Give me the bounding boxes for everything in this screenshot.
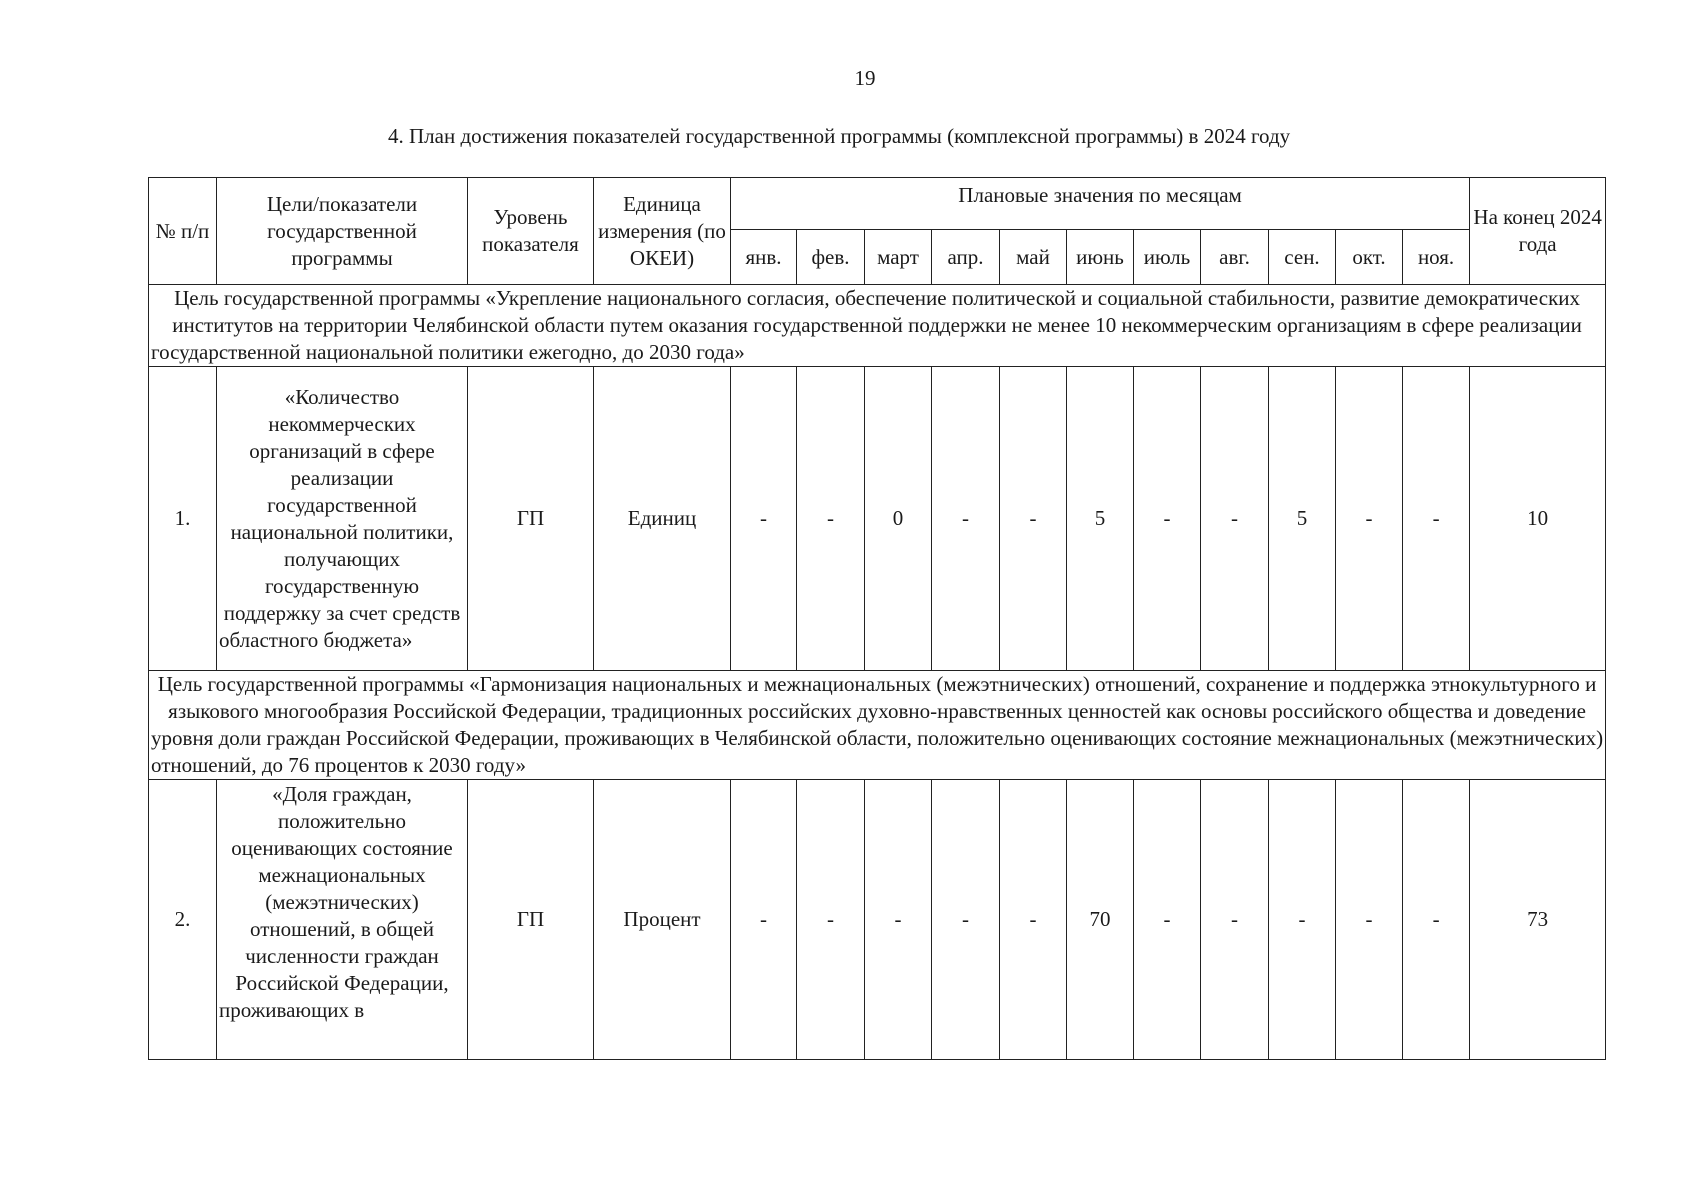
month-header: фев. [797,230,865,285]
month-value: - [932,780,1000,1060]
month-header: авг. [1201,230,1269,285]
goal-row [149,285,1606,367]
row-number: 2. [149,780,217,1060]
month-value: - [1000,367,1067,671]
month-header: сен. [1269,230,1336,285]
row-number: 1. [149,367,217,671]
month-value: - [1336,780,1403,1060]
col-header-goals: Цели/показатели государственной программы [217,178,468,285]
month-value: 5 [1269,367,1336,671]
month-value: - [797,780,865,1060]
month-value: - [1403,367,1470,671]
col-header-level: Уровень показателя [468,178,594,285]
month-value: - [1000,780,1067,1060]
month-value: - [797,367,865,671]
month-value: - [1201,780,1269,1060]
month-value: 70 [1067,780,1134,1060]
indicator-name: «Доля граждан, положительно оценивающих состояние межнациональных (межэтнических) отношений, в общей численности граждан Российской Федерации, проживающих в [219,781,453,1022]
indicators-plan-table [148,177,1606,1060]
page-number: 19 [854,66,876,90]
col-header-monthly-plan: Плановые значения по месяцам [731,178,1470,230]
month-value: - [731,780,797,1060]
month-value: - [1201,367,1269,671]
month-header: июль [1134,230,1201,285]
indicator-name: «Количество некоммерческих организаций в сфере реализации государственной национальной политики, получающих государственную поддержку за счет средств областного бюджета» [217,367,468,671]
year-end-value: 73 [1470,780,1606,1060]
month-value: - [1134,780,1201,1060]
indicator-level: ГП [468,780,594,1060]
indicator-unit: Единиц [594,367,731,671]
month-header: апр. [932,230,1000,285]
month-header: ноя. [1403,230,1470,285]
goal-text: Цель государственной программы «Укрепление национального согласия, обеспечение политической и социальной стабильности, развитие демократических институтов на территории Челябинской области путем оказания государственной поддержки не менее 10 некоммерческим организациям в сфере реализации государственной национальной политики ежегодно, до 2030 года» [149,285,1606,367]
indicator-name-cell [217,780,468,1060]
month-value: - [865,780,932,1060]
goal-row [149,671,1606,780]
indicator-level: ГП [468,367,594,671]
month-value: - [731,367,797,671]
month-value: - [1134,367,1201,671]
month-value: 5 [1067,367,1134,671]
month-header: окт. [1336,230,1403,285]
month-header: март [865,230,932,285]
indicator-row [149,367,1606,671]
month-header: май [1000,230,1067,285]
table-header-row [149,178,1606,230]
month-value: - [932,367,1000,671]
year-end-value: 10 [1470,367,1606,671]
month-value: 0 [865,367,932,671]
month-header: июнь [1067,230,1134,285]
indicator-unit: Процент [594,780,731,1060]
goal-text: Цель государственной программы «Гармонизация национальных и межнациональных (межэтнических) отношений, сохранение и поддержка этнокультурного и языкового многообразия Российской Федерации, традиционных российских духовно-нравственных ценностей как основы российского общества и доведение уровня доли граждан Российской Федерации, проживающих в Челябинской области, положительно оценивающих состояние межнациональных (межэтнических) отношений, до 76 процентов к 2030 году» [149,671,1606,780]
month-value: - [1403,780,1470,1060]
col-header-num: № п/п [149,178,217,285]
month-header: янв. [731,230,797,285]
month-value: - [1269,780,1336,1060]
indicator-row [149,780,1606,1060]
col-header-year-end: На конец 2024 года [1470,178,1606,285]
document-title: 4. План достижения показателей государственной программы (комплексной программы) в 2024 году [388,124,1291,148]
month-value: - [1336,367,1403,671]
col-header-unit: Единица измерения (по ОКЕИ) [594,178,731,285]
